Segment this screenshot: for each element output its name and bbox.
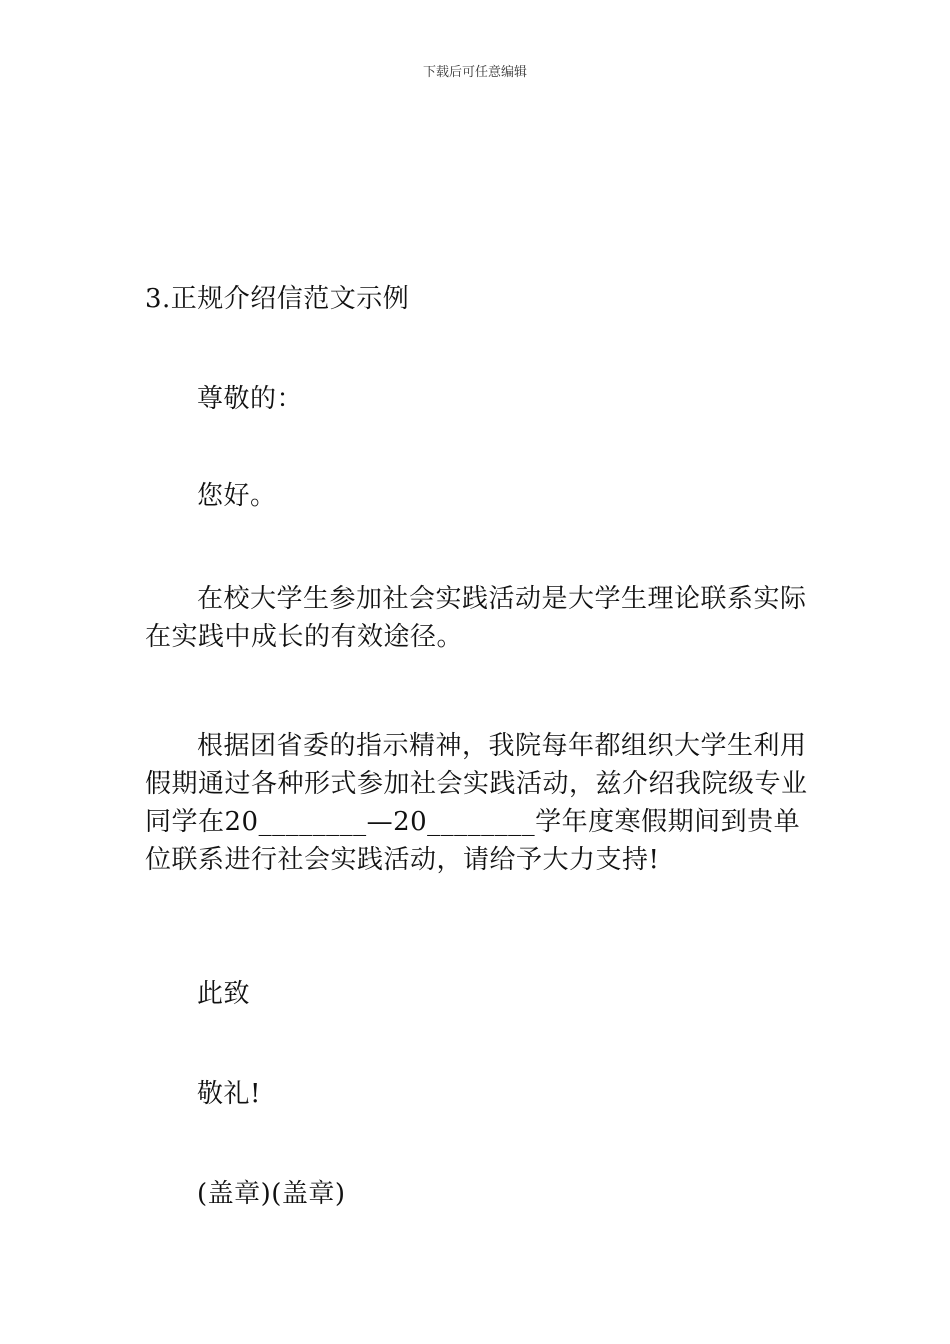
closing-line-2: 敬礼! — [197, 1079, 261, 1109]
salutation: 尊敬的： — [197, 384, 304, 414]
stamp-placeholder: (盖章)(盖章) — [197, 1179, 346, 1209]
closing-line-1: 此致 — [197, 979, 251, 1009]
page-header: 下载后可任意编辑 — [422, 65, 527, 80]
section-title: 3.正规介绍信范文示例 — [145, 284, 410, 314]
paragraph-introduction: 根据团省委的指示精神，我院每年都组织大学生利用假期通过各种形式参加社会实践活动，兹介绍我院级专业同学在20________—20________学年度寒假期间到贵单位联系进行社会实践活动，请给予大力支持! — [145, 731, 808, 875]
paragraph-purpose: 在校大学生参加社会实践活动是大学生理论联系实际在实践中成长的有效途径。 — [145, 584, 807, 652]
greeting: 您好。 — [197, 481, 277, 511]
